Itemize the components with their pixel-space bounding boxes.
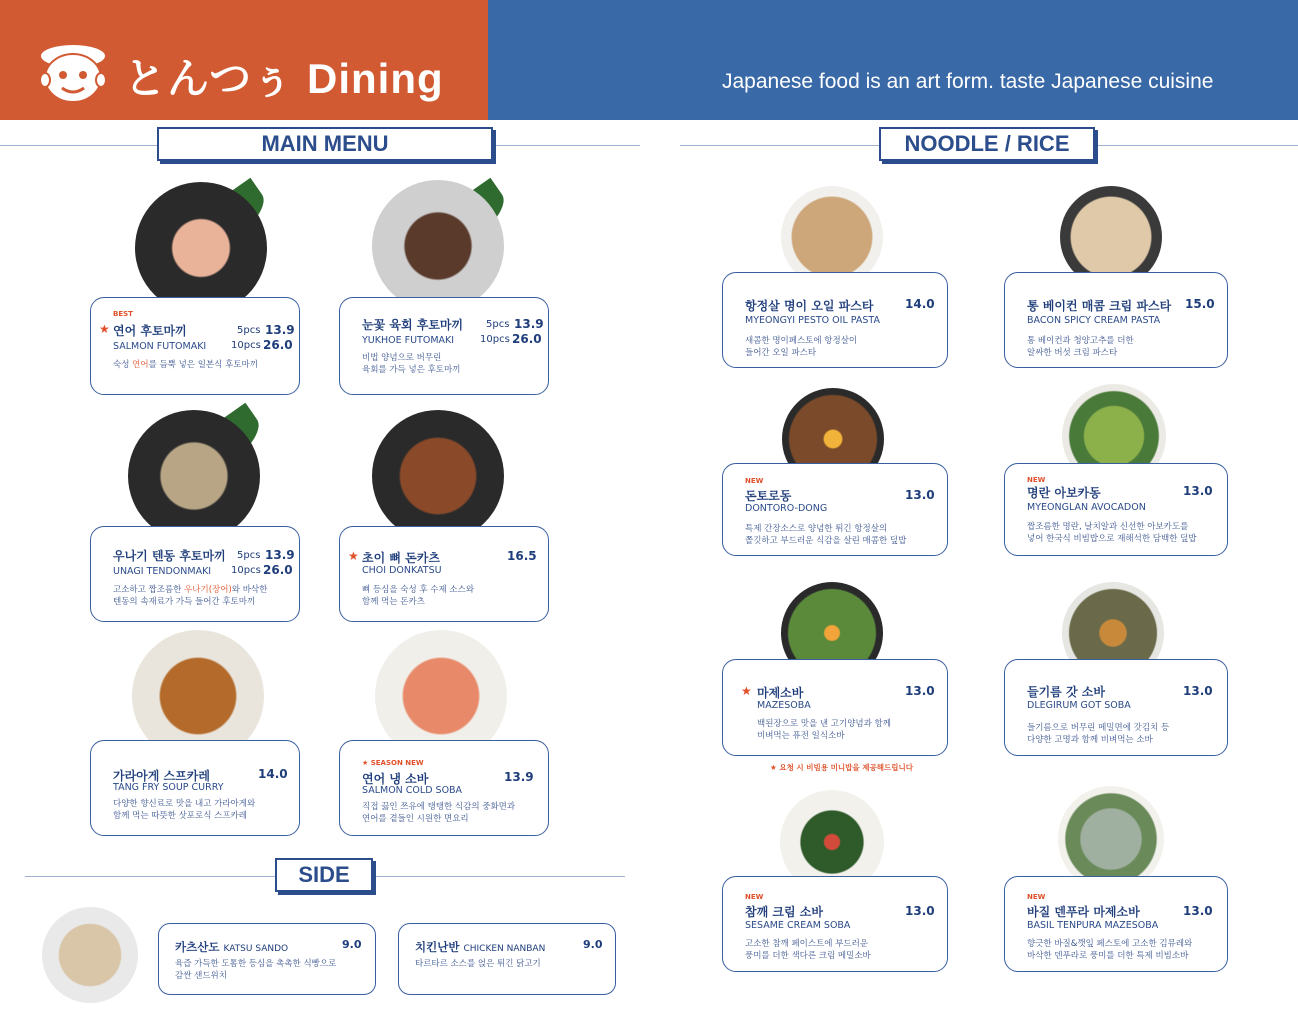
new-badge: NEW <box>745 477 764 485</box>
item-english-name: SALMON COLD SOBA <box>362 785 463 796</box>
star-icon: ★ <box>348 549 359 563</box>
header-tagline-band <box>488 0 1298 120</box>
item-name: 가라아게 스프카레 <box>113 769 210 783</box>
portion-label: 10pcs <box>480 334 510 345</box>
dish-photo <box>42 907 138 1003</box>
item-price: 13.9 <box>514 317 544 331</box>
menu-card-myeongyi-pasta <box>722 272 948 368</box>
item-price: 13.0 <box>1183 484 1213 498</box>
item-name: 눈꽃 육회 후토마끼 <box>362 318 464 332</box>
item-price: 15.0 <box>1185 297 1215 311</box>
service-note: ★ 요청 시 비빔용 미니밥을 제공해드립니다 <box>770 763 913 772</box>
star-icon: ★ <box>741 684 752 698</box>
item-price: 9.0 <box>342 938 362 951</box>
item-description: 함께 먹는 돈카츠 <box>362 597 425 607</box>
item-english-name: BASIL TENPURA MAZESOBA <box>1027 920 1159 931</box>
item-name: 항정살 명이 오일 파스타 <box>745 299 874 313</box>
portion-label: 10pcs <box>231 565 261 576</box>
item-description: 넣어 한국식 비빔밥으로 재해석한 담백한 덮밥 <box>1027 534 1197 544</box>
menu-card-soup-curry <box>90 740 300 836</box>
item-description: 향긋한 바질&깻잎 페스토에 고소한 김뮤레와 <box>1027 939 1193 949</box>
new-badge: NEW <box>1027 893 1046 901</box>
mascot-face-icon <box>36 42 110 104</box>
item-description: 감싼 샌드위치 <box>175 971 227 981</box>
item-description: 백된장으로 맛을 낸 고기양념과 함께 <box>757 719 891 729</box>
item-description: 숙성 연어를 듬뿍 넣은 일본식 후토마끼 <box>113 360 258 370</box>
item-name: 들기름 갓 소바 <box>1027 685 1105 699</box>
menu-card-salmon-futomaki <box>90 297 300 395</box>
item-name: 명란 아보카동 <box>1027 486 1101 500</box>
item-description: 들어간 오일 파스타 <box>745 348 817 358</box>
item-english-name: DLEGIRUM GOT SOBA <box>1027 700 1131 711</box>
item-english-name: SESAME CREAM SOBA <box>745 920 851 931</box>
item-name: 우나기 텐동 후토마끼 <box>113 549 226 563</box>
item-english-name: YUKHOE FUTOMAKI <box>362 335 455 346</box>
item-price: 9.0 <box>583 938 603 951</box>
item-description: 비법 양념으로 버무린 <box>362 353 442 363</box>
portion-label: 10pcs <box>231 340 261 351</box>
item-name: 참깨 크림 소바 <box>745 905 823 919</box>
item-name: 치킨난반 CHICKEN NANBAN <box>415 940 546 954</box>
dish-photo <box>128 410 260 542</box>
item-english-name: TANG FRY SOUP CURRY <box>113 782 224 793</box>
item-name: 바질 덴푸라 마제소바 <box>1027 905 1140 919</box>
season-new-badge: ★ SEASON NEW <box>362 759 424 767</box>
item-price: 13.9 <box>265 548 295 562</box>
item-description: 함께 먹는 따뜻한 삿포로식 스프카레 <box>113 811 247 821</box>
menu-card-yukhoe-futomaki <box>339 297 549 395</box>
new-badge: NEW <box>1027 476 1046 484</box>
item-description: 다양한 고명과 함께 비벼먹는 소바 <box>1027 735 1153 745</box>
item-name: 연어 냉 소바 <box>362 772 429 786</box>
item-description: 특제 간장소스로 양념한 튀긴 항정살의 <box>745 524 888 534</box>
brand-tagline: Japanese food is an art form. taste Japanese cuisine <box>722 70 1214 93</box>
item-name: 통 베이컨 매콤 크림 파스타 <box>1027 299 1172 313</box>
item-price: 26.0 <box>263 563 293 577</box>
item-price: 26.0 <box>263 338 293 352</box>
item-description: 짭조름한 명란, 날치알과 신선한 아보카도를 <box>1027 522 1189 532</box>
item-name: 마제소바 <box>757 686 804 700</box>
section-title-side: SIDE <box>275 858 373 892</box>
item-price: 13.9 <box>504 770 534 784</box>
portion-label: 5pcs <box>237 550 261 561</box>
menu-card-mazesoba <box>722 659 948 756</box>
item-name: 초이 뼈 돈카츠 <box>362 551 440 565</box>
dish-photo <box>372 410 504 542</box>
item-description: 쫄깃하고 부드러운 식감을 살린 매콤한 덮밥 <box>745 536 907 546</box>
menu-card-bacon-cream-pasta <box>1004 272 1228 368</box>
item-description: 고소한 참깨 페이스트에 부드러운 <box>745 939 869 949</box>
item-price: 13.0 <box>1183 904 1213 918</box>
best-badge: BEST <box>113 310 133 318</box>
portion-label: 5pcs <box>237 325 261 336</box>
section-title-main-menu: MAIN MENU <box>157 127 493 161</box>
item-price: 13.0 <box>905 904 935 918</box>
side-card-katsu-sando <box>158 923 376 995</box>
item-english-name: CHOI DONKATSU <box>362 565 442 576</box>
item-english-name: DONTORO-DONG <box>745 503 828 514</box>
item-name: 돈토로동 <box>745 489 792 503</box>
item-price: 13.0 <box>905 488 935 502</box>
dish-photo <box>372 180 504 312</box>
item-description: 새콤한 명이페스토에 항정살이 <box>745 336 858 346</box>
item-description: 고소하고 짭조름한 우나기(장어)와 바삭한 <box>113 585 268 595</box>
item-price: 14.0 <box>258 767 288 781</box>
item-description: 들기름으로 버무린 메밀면에 갓김치 등 <box>1027 723 1170 733</box>
item-english-name: SALMON FUTOMAKI <box>113 341 207 352</box>
item-description: 타르타르 소스를 얹은 튀긴 닭고기 <box>415 959 541 969</box>
menu-card-basil-tenpura-mazesoba <box>1004 876 1228 972</box>
menu-card-dlegirum-soba <box>1004 659 1228 756</box>
dish-photo <box>135 182 267 314</box>
item-price: 26.0 <box>512 332 542 346</box>
item-english-name: MYEONGYI PESTO OIL PASTA <box>745 315 880 326</box>
item-english-name: BACON SPICY CREAM PASTA <box>1027 315 1161 326</box>
menu-card-myeonglan-avocadon <box>1004 463 1228 556</box>
item-description: 통 베이컨과 청양고추를 더한 <box>1027 336 1134 346</box>
item-english-name: UNAGI TENDONMAKI <box>113 566 212 577</box>
side-card-chicken-nanban <box>398 923 616 995</box>
item-price: 13.9 <box>265 323 295 337</box>
menu-card-choi-donkatsu <box>339 526 549 622</box>
item-description: 직접 끓인 쯔유에 탱탱한 식감의 중화면과 <box>362 802 516 812</box>
item-name: 연어 후토마끼 <box>113 324 187 338</box>
item-price: 14.0 <box>905 297 935 311</box>
item-price: 13.0 <box>905 684 935 698</box>
item-description: 풍미를 더한 색다른 크림 메밀소바 <box>745 951 871 961</box>
portion-label: 5pcs <box>486 319 510 330</box>
menu-card-dontoro-dong <box>722 463 948 556</box>
item-description: 뼈 등심을 숙성 후 수제 소스와 <box>362 585 475 595</box>
item-description: 육즙 가득한 도톰한 등심을 촉촉한 식빵으로 <box>175 959 337 969</box>
star-icon: ★ <box>99 322 110 336</box>
section-title-noodle-rice: NOODLE / RICE <box>879 127 1095 161</box>
item-name: 카츠산도 KATSU SANDO <box>175 940 289 954</box>
item-description: 다양한 향신료로 맛을 내고 가라아게와 <box>113 799 256 809</box>
item-description: 연어를 곁들인 시원한 면요리 <box>362 814 469 824</box>
menu-card-salmon-cold-soba <box>339 740 549 836</box>
item-price: 13.0 <box>1183 684 1213 698</box>
new-badge: NEW <box>745 893 764 901</box>
item-english-name: MYEONGLAN AVOCADON <box>1027 502 1146 513</box>
item-description: 알싸한 버섯 크림 파스타 <box>1027 348 1118 358</box>
item-price: 16.5 <box>507 549 537 563</box>
item-description: 바삭한 덴푸라로 풍미를 더한 특제 비빔소바 <box>1027 951 1189 961</box>
item-english-name: MAZESOBA <box>757 700 811 711</box>
item-description: 육회를 가득 넣은 후토마끼 <box>362 365 461 375</box>
item-description: 비벼먹는 퓨전 일식소바 <box>757 731 845 741</box>
item-description: 텐동의 속재료가 가득 들어간 후토마끼 <box>113 597 256 607</box>
menu-card-sesame-cream-soba <box>722 876 948 972</box>
menu-card-unagi-tendonmaki <box>90 526 300 622</box>
brand-name: とんつぅ Dining <box>124 55 444 102</box>
